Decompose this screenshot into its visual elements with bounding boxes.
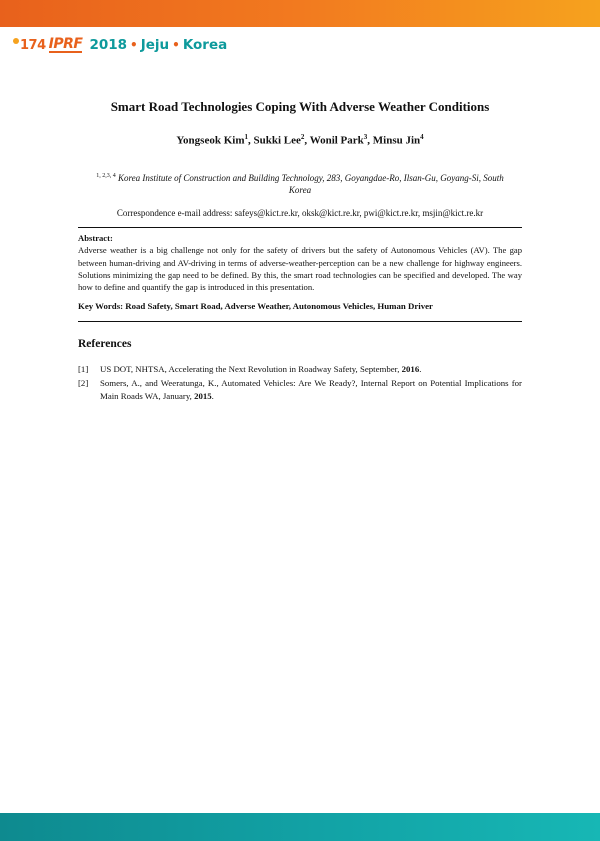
reference-body: US DOT, NHTSA, Accelerating the Next Revolution in Roadway Safety, September,	[100, 364, 402, 374]
abstract-block	[78, 232, 522, 293]
affiliation-text: Korea Institute of Construction and Building Technology, 283, Goyangdae-Ro, Ilsan-Gu, Goyang-Si, South Korea	[115, 173, 504, 195]
logo-bullet-2: •	[172, 38, 180, 52]
conference-logo	[13, 34, 227, 56]
logo-number-text: 174	[20, 37, 46, 53]
author-sup: 1	[244, 133, 248, 141]
author-separator: ,	[367, 134, 373, 147]
author-list	[0, 133, 600, 147]
bottom-banner-bar	[0, 813, 600, 841]
logo-number	[13, 38, 46, 53]
reference-item	[78, 377, 522, 402]
abstract-text: Adverse weather is a big challenge not only for the safety of drivers but the safety of Autonomous Vehicles (AV). The gap between human-driving and AV-driving in terms of adverse-weather-perception can be a new challenge for highway engineers. Solutions minimizing the gap need to be defined. By this, the smart road technologies can be specified and developed. The way how to define and quantify the gap is introduced in this presentation.	[78, 245, 522, 293]
reference-year: 2015	[194, 390, 212, 401]
reference-year: 2016	[401, 364, 420, 374]
author-name: Minsu Jin	[372, 134, 421, 147]
logo-city: Jeju	[140, 37, 170, 53]
reference-body: Somers, A., and Weeratunga, K., Automated Vehicles: Are We Ready?, Internal Report on Potential Implications for Main Roads WA, January,	[100, 378, 522, 401]
logo-country: Korea	[182, 37, 228, 53]
reference-index: [2]	[78, 378, 89, 389]
references-heading: References	[78, 338, 132, 350]
affiliation	[85, 170, 515, 196]
logo-brand: IPRF	[48, 35, 83, 52]
author-sup: 3	[363, 133, 368, 141]
author-name: Wonil Park	[309, 134, 364, 147]
author-name: Yongseok Kim	[176, 134, 245, 147]
reference-item	[78, 363, 522, 375]
author-separator: ,	[304, 134, 310, 147]
reference-end: .	[211, 390, 214, 401]
logo-year: 2018	[89, 37, 128, 53]
logo-bullet: •	[130, 38, 138, 52]
divider-top	[78, 227, 522, 228]
reference-index: [1]	[78, 364, 89, 374]
keywords: Key Words: Road Safety, Smart Road, Adverse Weather, Autonomous Vehicles, Human Driver	[78, 301, 433, 311]
author-sup: 4	[420, 133, 424, 141]
author-sup: 2	[300, 133, 305, 141]
reference-text	[100, 377, 522, 402]
abstract-heading: Abstract:	[78, 233, 113, 243]
correspondence-email: Correspondence e-mail address: safeys@kict.re.kr, oksk@kict.re.kr, pwi@kict.re.kr, msjin@kict.re.kr	[116, 208, 484, 218]
top-banner-bar	[0, 0, 600, 27]
paper-title: Smart Road Technologies Coping With Adverse Weather Conditions	[110, 99, 490, 114]
affiliation-sup: 1, 2,3, 4	[96, 173, 116, 179]
reference-text	[100, 363, 522, 375]
logo-dot-icon	[13, 38, 19, 44]
reference-end: .	[419, 364, 422, 374]
author-name: Sukki Lee	[253, 134, 301, 147]
reference-list	[78, 363, 522, 404]
author-separator: ,	[247, 134, 254, 147]
divider-bottom	[78, 321, 522, 322]
